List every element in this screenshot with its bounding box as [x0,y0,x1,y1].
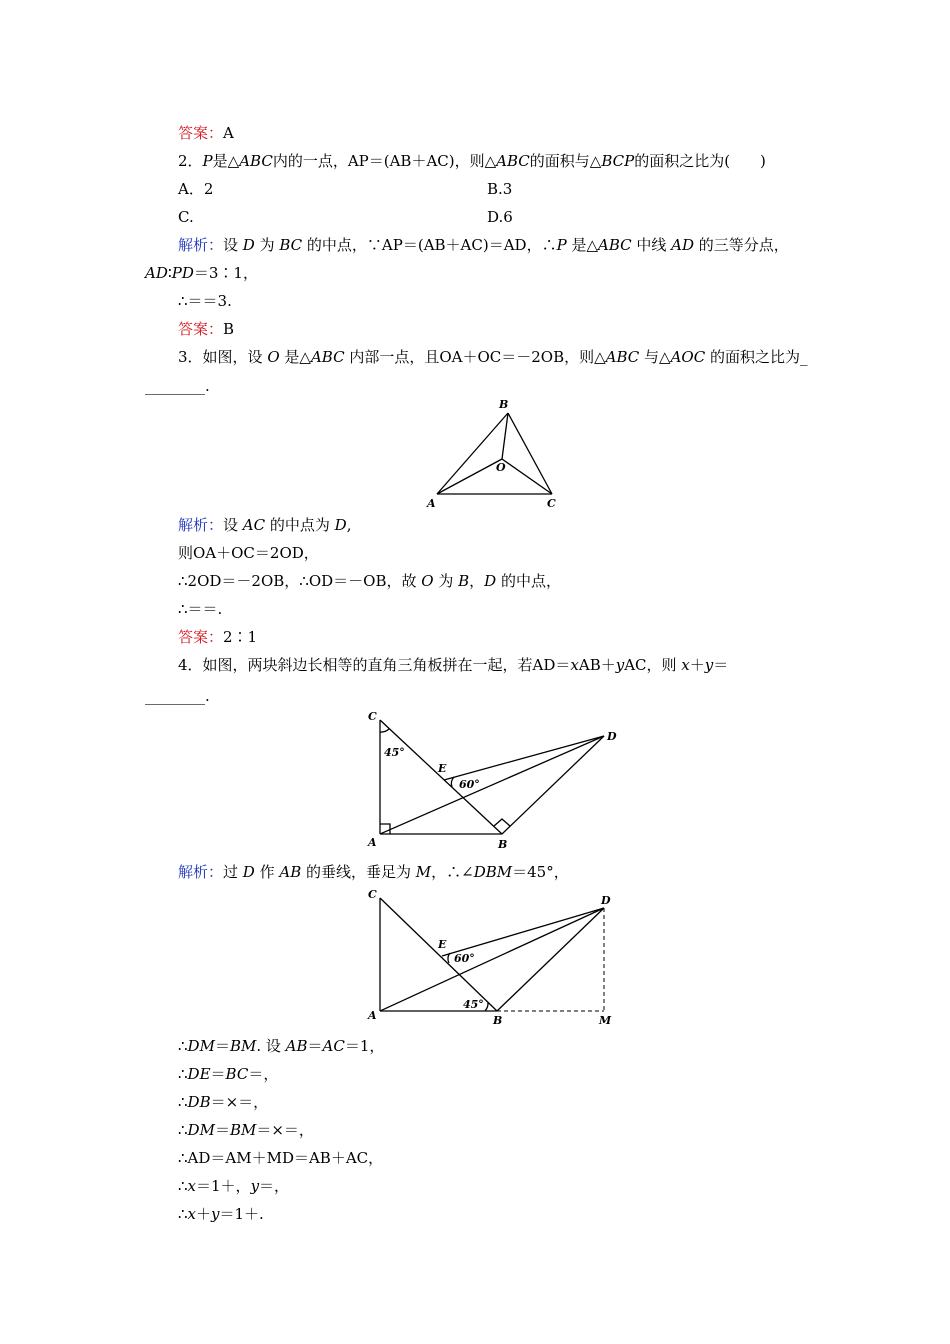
var-dm: DM [187,1121,215,1139]
stem-text: AC，则 [624,656,682,674]
sol-text: ＝×＝， [210,1093,269,1111]
q3-stem [178,347,807,367]
sol-text: 的垂线，垂足为 [301,863,416,881]
stem-text: 与△ [639,348,671,366]
sol-text: 中线 [631,236,672,254]
stem-text: ＝ [713,656,729,674]
sol-text: 的中点，∵AP＝(AB＋AC)＝AD，∴ [302,236,557,254]
var-abc: ABC [496,152,530,170]
var-y: y [211,1205,220,1223]
sol-text: ＝ [210,1065,226,1083]
sol-text: 设 [223,236,243,254]
stem-text: ＋ [689,656,705,674]
edge-bc [508,413,552,494]
sol-text: ＝ [307,1037,323,1055]
solution-label: 解析： [178,516,224,534]
sol-text: ＝， [259,1177,290,1195]
var-y: y [704,656,714,674]
sol-text: 是△ [566,236,598,254]
sol-text: ， [469,572,485,590]
var-abc: ABC [310,348,345,366]
var-abc: ABC [598,236,632,254]
stem-text: 4．如图，两块斜边长相等的直角三角板拼在一起，若AD＝ [178,656,571,674]
arc-45 [380,729,389,732]
var-ad: AD [145,264,168,282]
q3-triangle-figure [420,395,570,515]
right-angle-b [494,819,510,826]
q1-answer-line [178,123,234,143]
var-bm: BM [229,1121,257,1139]
sol-text: ＝ [214,1121,230,1139]
label-o: O [496,461,506,474]
var-x: x [187,1177,197,1195]
answer-value: A [223,124,234,142]
var-ab: AB [285,1037,308,1055]
var-ac: AC [242,516,266,534]
sol-text: ＝， [248,1065,279,1083]
q2-solution-line1 [178,235,789,255]
sol-text: ∴2OD＝－2OB，∴OD＝－OB，故 [178,572,422,590]
solution-label: 解析： [178,236,224,254]
solution-label: 解析： [178,863,224,881]
sol-text: ＝45°， [512,863,569,881]
var-d: D [242,236,255,254]
var-o: O [421,572,434,590]
label-45: 45° [463,998,484,1011]
var-y: y [250,1177,260,1195]
var-p: P [556,236,567,254]
stem-text: 的面积之比为( ) [634,152,766,170]
var-p: P [202,152,213,170]
edge-cb [380,720,502,834]
sol-text: 过 [223,863,243,881]
edge-bo [502,413,508,459]
q3-solution-line1 [178,515,351,535]
var-x: x [187,1205,197,1223]
var-m: M [415,863,432,881]
sol-text: . 设 [256,1037,286,1055]
var-ad: AD [671,236,695,254]
var-abc: ABC [239,152,273,170]
label-c: C [368,710,377,723]
var-y: y [615,656,625,674]
sol-text: ＝ [214,1037,230,1055]
q2-solution-line3: ∴＝＝3. [178,292,232,310]
label-e: E [438,938,447,951]
label-a: A [427,497,436,510]
label-m: M [599,1014,612,1027]
var-bcp: BCP [601,152,635,170]
q2-answer-line [178,319,234,339]
sol-text: ∶ [167,264,172,282]
label-e: E [438,762,447,775]
sol-text: 的中点为 [265,516,335,534]
sol-text: 为 [433,572,459,590]
var-ab: AB [279,863,302,881]
q4-derivation-3 [178,1092,268,1112]
q4-derivation-4 [178,1120,314,1140]
edge-bd [502,736,604,834]
var-bc: BC [225,1065,249,1083]
label-b: B [498,838,508,851]
edge-ed [444,736,604,780]
stem-text: 内的一点，AP＝(AB＋AC)，则△ [272,152,497,170]
stem-text: 的面积之比为_ [705,348,808,366]
q2-option-d: D.6 [487,208,513,226]
answer-label: 答案： [178,320,224,338]
label-a: A [368,1009,377,1022]
answer-label: 答案： [178,628,224,646]
var-aoc: AOC [670,348,706,366]
var-x: x [681,656,690,674]
label-c: C [547,497,556,510]
var-db: DB [187,1093,211,1111]
q2-solution-line2 [145,263,258,283]
var-bc: BC [279,236,303,254]
var-dbm: DBM [473,863,513,881]
question-number: 2． [178,152,203,170]
sol-text: ＝×＝， [256,1121,314,1139]
q3-answer-line [178,627,257,647]
sol-text: ，∴∠ [431,863,474,881]
q4-derivation-7 [178,1204,264,1224]
var-d: D [334,516,347,534]
q3-solution-line2: 则OA＋OC＝2OD， [178,544,319,562]
var-dm: DM [187,1037,215,1055]
label-b: B [493,1014,503,1027]
q3-blank: ________. [145,377,210,395]
sol-text: ＝1， [344,1037,385,1055]
var-x: x [570,656,579,674]
sol-text: ∴ [178,1205,188,1223]
q2-option-b: B.3 [487,180,513,198]
answer-value: 2∶1 [223,628,258,646]
q4-derivation-6 [178,1176,289,1196]
stem-text: 是△ [212,152,240,170]
q4-stem [178,655,728,675]
sol-text: 的三等分点， [694,236,789,254]
q4-solution-line1 [178,862,569,882]
sol-text: ＋ [196,1205,212,1223]
stem-text: 3．如图，设 [178,348,268,366]
sol-text: ∴ [178,1121,188,1139]
stem-text: 的面积与△ [529,152,602,170]
q2-option-c: C. [178,208,194,226]
edge-ab [437,413,508,494]
sol-text: ∴ [178,1093,188,1111]
sol-text: ＝1＋， [196,1177,251,1195]
var-bm: BM [229,1037,257,1055]
q4-blank: ________. [145,687,210,705]
edge-ad [380,908,604,1011]
label-a: A [368,836,377,849]
label-d: D [607,730,617,743]
label-b: B [499,398,509,411]
sol-text: ∴ [178,1177,188,1195]
q4-figure-1 [362,706,627,852]
sol-text: ∴ [178,1065,188,1083]
sol-text: , [346,516,352,534]
arc-60 [448,953,450,963]
var-b: B [458,572,470,590]
sol-text: ＝3∶1， [193,264,258,282]
stem-text: AB＋ [578,656,616,674]
q2-option-a: A．2 [178,180,214,198]
var-de: DE [187,1065,211,1083]
arc-45 [485,1002,488,1011]
sol-text: ＝1＋. [219,1205,264,1223]
var-ac: AC [322,1037,345,1055]
label-d: D [601,894,611,907]
stem-text: 内部一点，且OA＋OC＝－2OB，则△ [344,348,606,366]
q3-solution-line3 [178,571,561,591]
label-c: C [368,888,377,901]
var-abc: ABC [605,348,640,366]
label-60: 60° [459,778,480,791]
q3-solution-line4: ∴＝＝. [178,600,223,618]
edge-ao [437,459,502,494]
sol-text: 设 [223,516,243,534]
stem-text: 是△ [279,348,311,366]
sol-text: ∴ [178,1037,188,1055]
q4-derivation-2 [178,1064,278,1084]
label-45: 45° [384,746,405,759]
answer-value: B [223,320,235,338]
q4-derivation-5: ∴AD＝AM＋MD＝AB＋AC， [178,1149,384,1167]
q4-figure-2 [362,884,627,1030]
var-d: D [242,863,255,881]
sol-text: 作 [254,863,280,881]
edge-cb [380,898,497,1011]
sol-text: 的中点， [496,572,561,590]
sol-text: 为 [254,236,280,254]
var-d: D [484,572,497,590]
q4-derivation-1 [178,1036,384,1056]
var-pd: PD [171,264,194,282]
edge-co [502,459,552,494]
label-60: 60° [454,952,475,965]
answer-label: 答案： [178,124,224,142]
var-o: O [267,348,280,366]
q2-stem [178,151,766,171]
